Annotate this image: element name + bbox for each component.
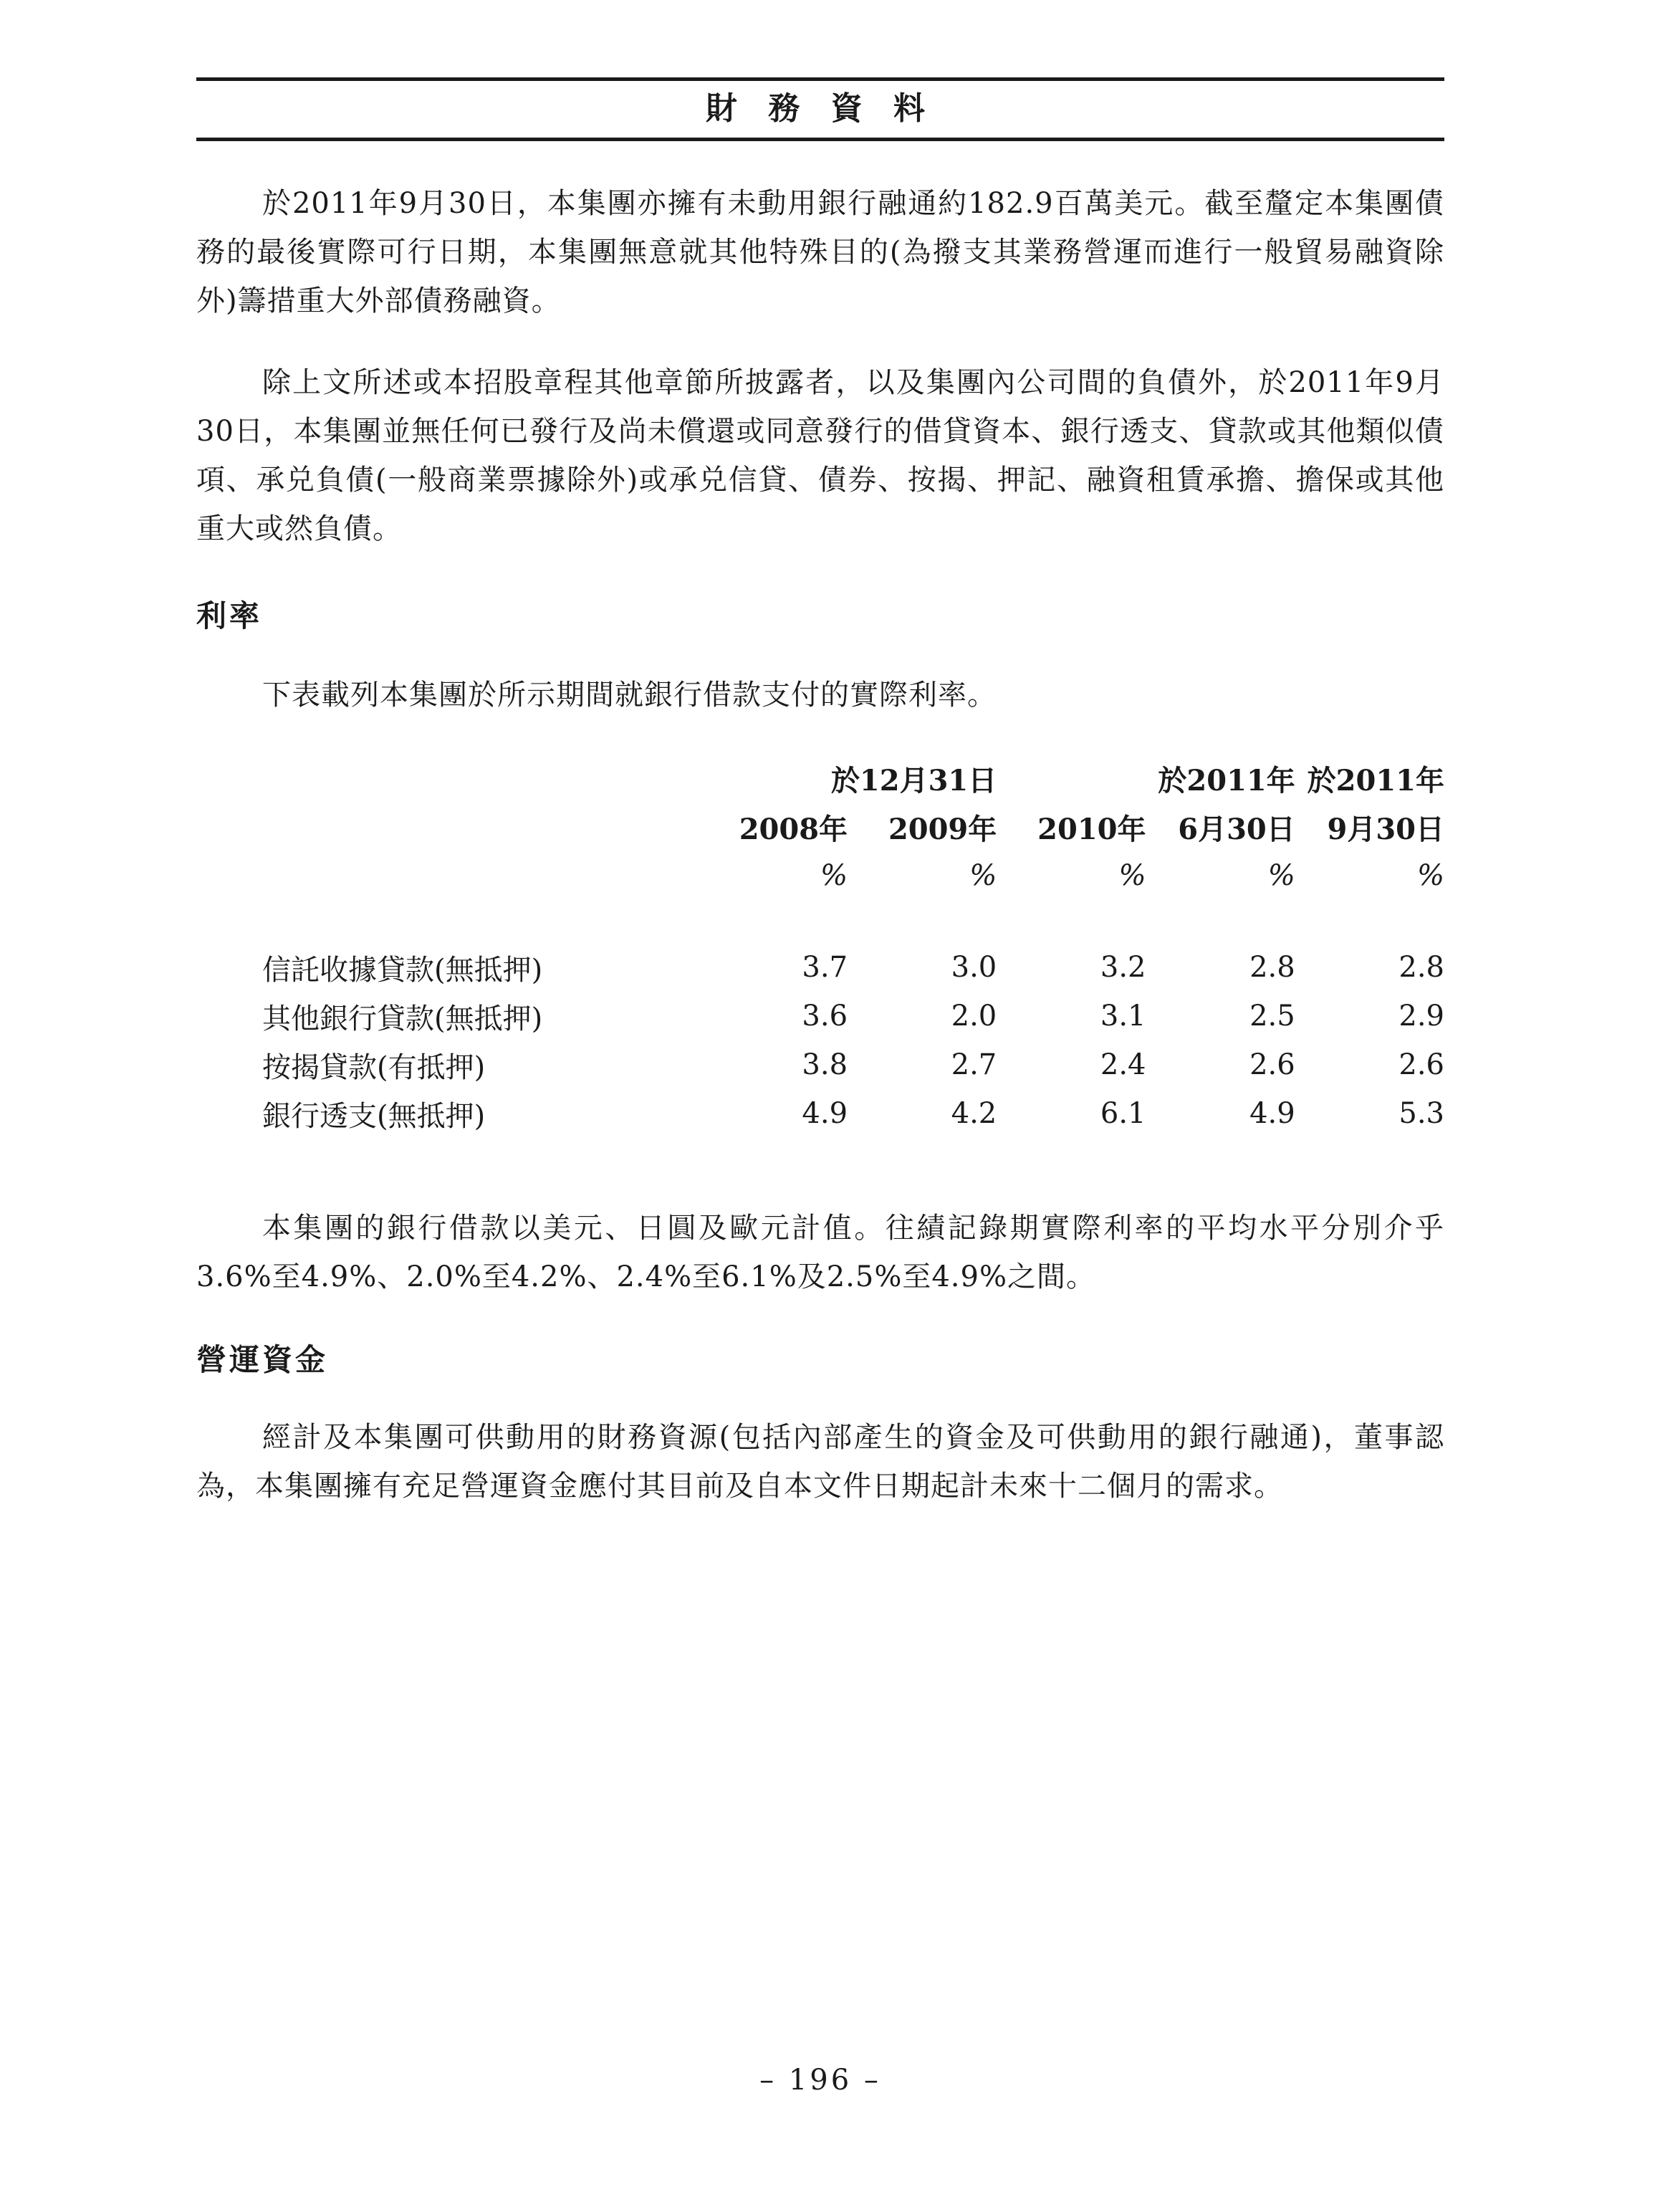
table-cell: 2.5: [1249, 1000, 1295, 1033]
page-number: – 196 –: [759, 2064, 881, 2097]
table-cell: 3.0: [951, 951, 997, 984]
table-header-row-2: [196, 803, 1444, 851]
table-cell: 2.7: [951, 1048, 997, 1081]
table-cell: 4.2: [951, 1097, 997, 1130]
table-cell: 2.9: [1398, 1000, 1444, 1033]
table-cell: 6.1: [1100, 1097, 1146, 1130]
paragraph-working-capital: 經計及本集團可供動用的財務資源(包括內部產生的資金及可供動用的銀行融通)，董事認為，本集團擁有充足營運資金應付其目前及自本文件日期起計未來十二個月的需求。: [196, 1421, 1444, 1503]
paragraph-unused-facilities: 於2011年9月30日，本集團亦擁有未動用銀行融通約182.9百萬美元。截至釐定本集團債務的最後實際可行日期，本集團無意就其他特殊目的(為撥支其業務營運而進行一般貿易融資除外)籌措重大外部債務融資。: [196, 187, 1444, 317]
section-heading-working-capital: 營運資金: [196, 1342, 329, 1377]
row-label: 銀行透支(無抵押): [262, 1099, 486, 1133]
paragraph-rate-summary: 本集團的銀行借款以美元、日圓及歐元計值。往績記錄期實際利率的平均水平分別介乎3.6%至4.9%、2.0%至4.2%、2.4%至6.1%及2.5%至4.9%之間。: [196, 1212, 1444, 1293]
header-rule-top: [196, 77, 1444, 81]
header-col-sep30: 9月30日: [1327, 812, 1444, 846]
row-label: 按揭貸款(有抵押): [262, 1050, 486, 1084]
header-2011-sep-top: 於2011年: [1307, 763, 1444, 798]
table-cell: 2.8: [1398, 951, 1444, 984]
header-col-jun30: 6月30日: [1178, 812, 1295, 846]
table-header-row-1: [196, 754, 1444, 803]
table-row: [196, 1089, 1444, 1138]
table-cell: 2.8: [1249, 951, 1295, 984]
table-cell: 2.0: [951, 1000, 997, 1033]
unit-percent: %: [1267, 859, 1295, 892]
header-col-2010: 2010年: [1037, 812, 1146, 846]
unit-percent: %: [1416, 859, 1444, 892]
table-cell: 5.3: [1398, 1097, 1444, 1130]
unit-percent: %: [1118, 859, 1146, 892]
row-label: 其他銀行貸款(無抵押): [262, 1002, 543, 1035]
table-cell: 3.2: [1100, 951, 1146, 984]
paragraph-indebtedness: 除上文所述或本招股章程其他章節所披露者，以及集團內公司間的負債外，於2011年9月30日，本集團並無任何已發行及尚未償還或同意發行的借貸資本、銀行透支、貸款或其他類似債項、承兑負債(一般商業票據除外)或承兑信貸、債券、按揭、押記、融資租賃承擔、擔保或其他重大或然負債。: [196, 366, 1444, 545]
table-cell: 3.6: [802, 1000, 848, 1033]
header-rule-bottom: [196, 138, 1444, 141]
row-label: 信託收據貸款(無抵押): [262, 953, 543, 987]
unit-percent: %: [820, 859, 848, 892]
table-cell: 4.9: [802, 1097, 848, 1130]
interest-rate-table: [196, 754, 1444, 1138]
interest-rate-intro: 下表載列本集團於所示期間就銀行借款支付的實際利率。: [262, 679, 997, 712]
table-cell: 3.7: [802, 951, 848, 984]
table-unit-row: [196, 851, 1444, 900]
page-header-title: 財 務 資 料: [706, 90, 935, 127]
table-cell: 4.9: [1249, 1097, 1295, 1130]
header-col-2008: 2008年: [739, 812, 848, 846]
table-cell: 2.6: [1249, 1048, 1295, 1081]
table-cell: 2.6: [1398, 1048, 1444, 1081]
section-heading-interest-rate: 利率: [196, 598, 263, 633]
table-cell: 2.4: [1100, 1048, 1146, 1081]
document-page: [196, 0, 1444, 2212]
table-row: [196, 992, 1444, 1040]
table-row: [196, 1040, 1444, 1089]
table-cell: 3.1: [1100, 1000, 1146, 1033]
table-cell: 3.8: [802, 1048, 848, 1081]
header-col-2009: 2009年: [888, 812, 997, 846]
header-dec31-group: 於12月31日: [830, 763, 997, 798]
unit-percent: %: [969, 859, 997, 892]
table-row: [196, 943, 1444, 992]
header-2011-jun-top: 於2011年: [1158, 763, 1295, 798]
